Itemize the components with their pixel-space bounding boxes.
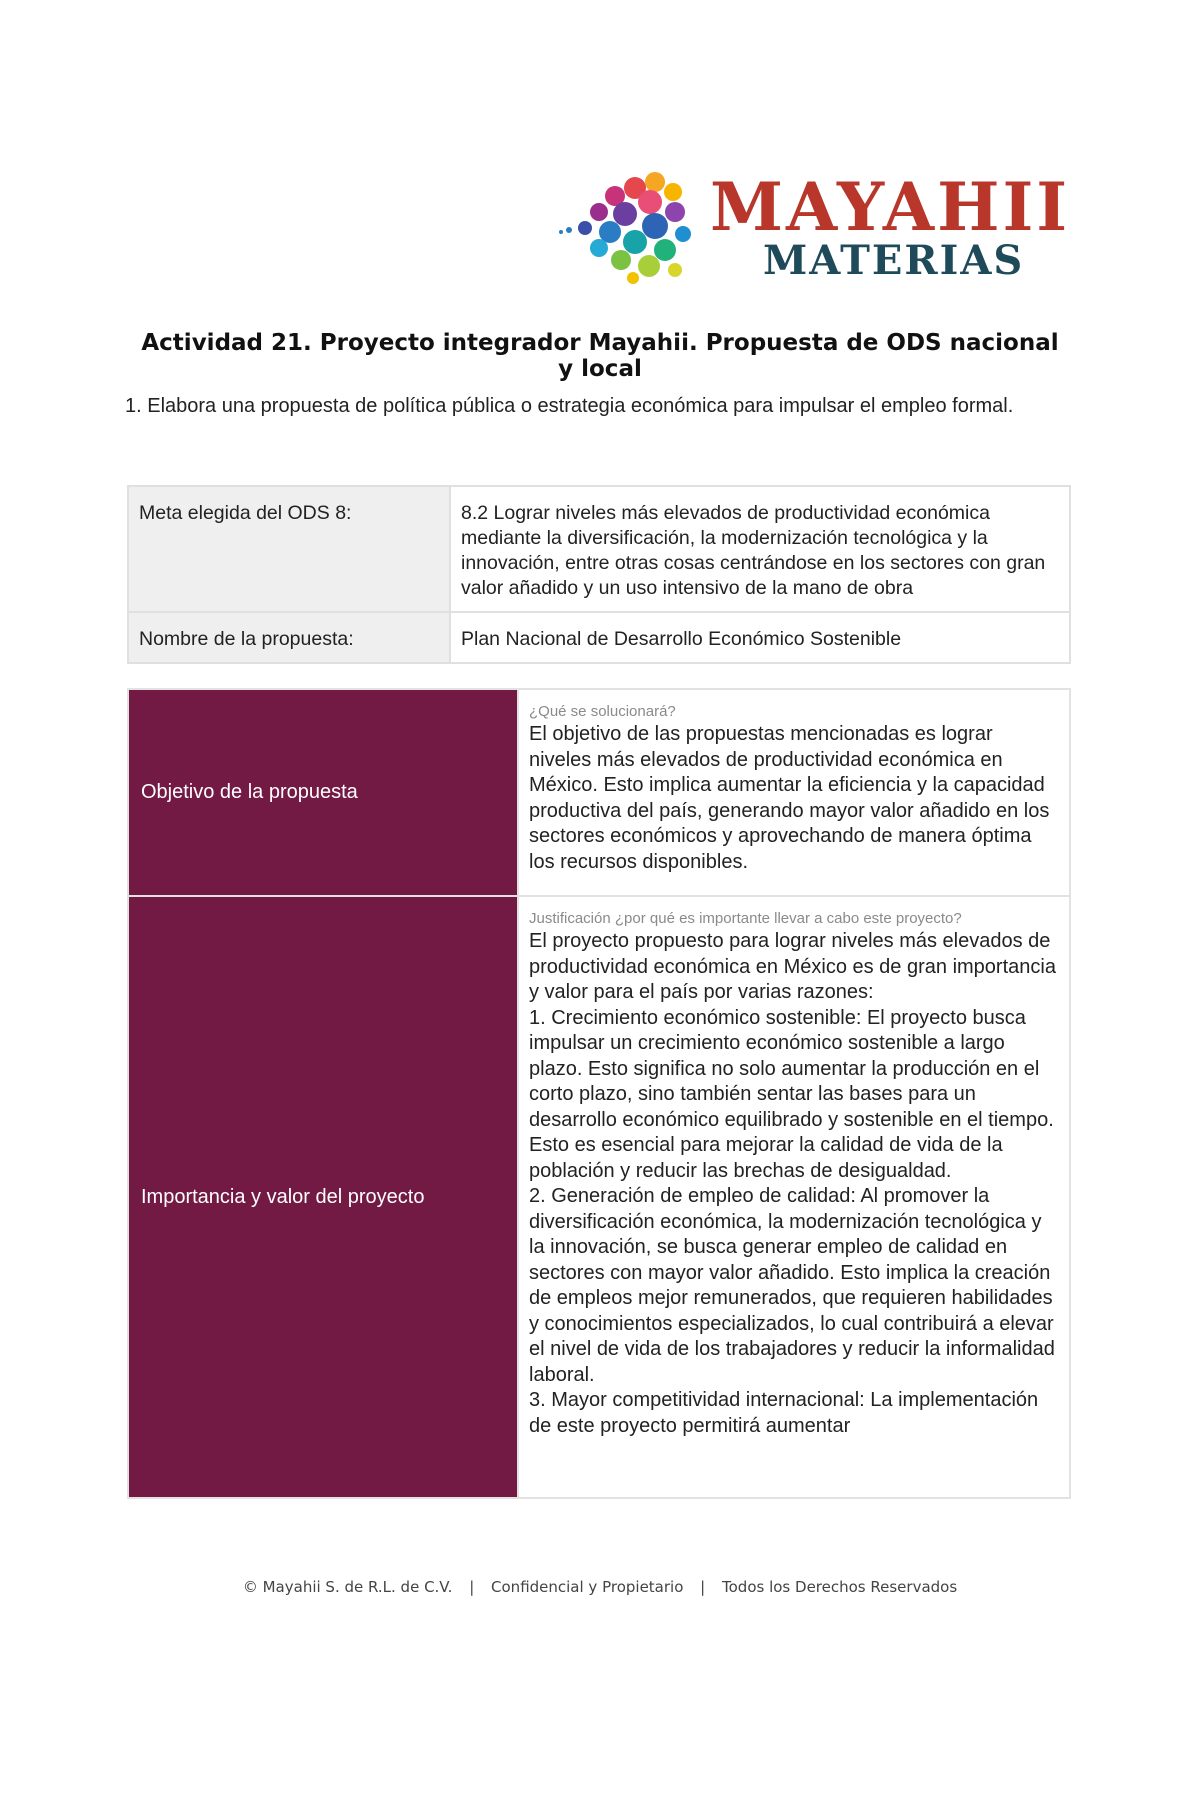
footer-copyright: © Mayahii S. de R.L. de C.V.	[242, 1578, 453, 1596]
importance-label: Importancia y valor del proyecto	[128, 896, 518, 1498]
table-row	[128, 612, 1070, 663]
instruction-text: 1. Elabora una propuesta de política pública o estrategia económica para impulsar el empleo formal.	[125, 395, 1014, 417]
importance-paragraph: 3. Mayor competitividad internacional: La implementación de este proyecto permitirá aumentar	[529, 1389, 1039, 1437]
footer-separator: |	[469, 1578, 475, 1596]
proposal-table	[127, 688, 1071, 1499]
document-title: Actividad 21. Proyecto integrador Mayahii. Propuesta de ODS nacional y local	[141, 330, 1059, 382]
logo	[555, 168, 1071, 288]
ods-goal-value: 8.2 Lograr niveles más elevados de productividad económica mediante la diversificación, la modernización tecnológica y la innovación, entre otras cosas centrándose en los sectores con gran valor añadido y un uso intensivo de la mano de obra	[450, 486, 1070, 612]
info-table	[127, 485, 1071, 664]
brand-name: MAYAHII	[710, 168, 1071, 246]
importance-cell	[518, 896, 1070, 1498]
importance-hint: Justificación ¿por qué es importante llevar a cabo este proyecto?	[529, 910, 962, 927]
colorful-head-profile-icon	[555, 168, 705, 286]
importance-paragraph: 2. Generación de empleo de calidad: Al promover la diversificación económica, la modernización tecnológica y la innovación, se busca generar empleo de calidad en sectores con mayor valor añadido. Esto implica la creación de empleos mejor remunerados, que requieren habilidades y conocimientos especializados, lo cual contribuirá a elevar el nivel de vida de los trabajadores y reducir la informalidad laboral.	[529, 1185, 1055, 1386]
footer	[0, 1578, 1200, 1596]
table-row	[128, 896, 1070, 1498]
footer-separator: |	[700, 1578, 706, 1596]
objective-cell	[518, 689, 1070, 896]
ods-goal-label: Meta elegida del ODS 8:	[128, 486, 450, 612]
footer-rights: Todos los Derechos Reservados	[722, 1578, 958, 1596]
importance-paragraph: El proyecto propuesto para lograr niveles más elevados de productividad económica en México es de gran importancia y valor para el país por varias razones:	[529, 930, 1056, 1003]
footer-confidential: Confidencial y Propietario	[491, 1578, 684, 1596]
table-row	[128, 486, 1070, 612]
brand-subtitle: MATERIAS	[763, 237, 1025, 284]
proposal-name-value: Plan Nacional de Desarrollo Económico Sostenible	[450, 612, 1070, 663]
objective-text: El objetivo de las propuestas mencionadas es lograr niveles más elevados de productividad económica en México. Esto implica aumentar la eficiencia y la capacidad productiva del país, generando mayor valor añadido en los sectores económicos y aprovechando de manera óptima los recursos disponibles.	[529, 723, 1050, 873]
objective-hint: ¿Qué se solucionará?	[529, 703, 676, 720]
importance-paragraph: 1. Crecimiento económico sostenible: El proyecto busca impulsar un crecimiento económico sostenible a largo plazo. Esto significa no solo aumentar la producción en el corto plazo, sino también sentar las bases para un desarrollo económico equilibrado y sostenible en el tiempo. Esto es esencial para mejorar la calidad de vida de la población y reducir las brechas de desigualdad.	[529, 1006, 1054, 1182]
proposal-name-label: Nombre de la propuesta:	[128, 612, 450, 663]
objective-label: Objetivo de la propuesta	[128, 689, 518, 896]
table-row	[128, 689, 1070, 896]
